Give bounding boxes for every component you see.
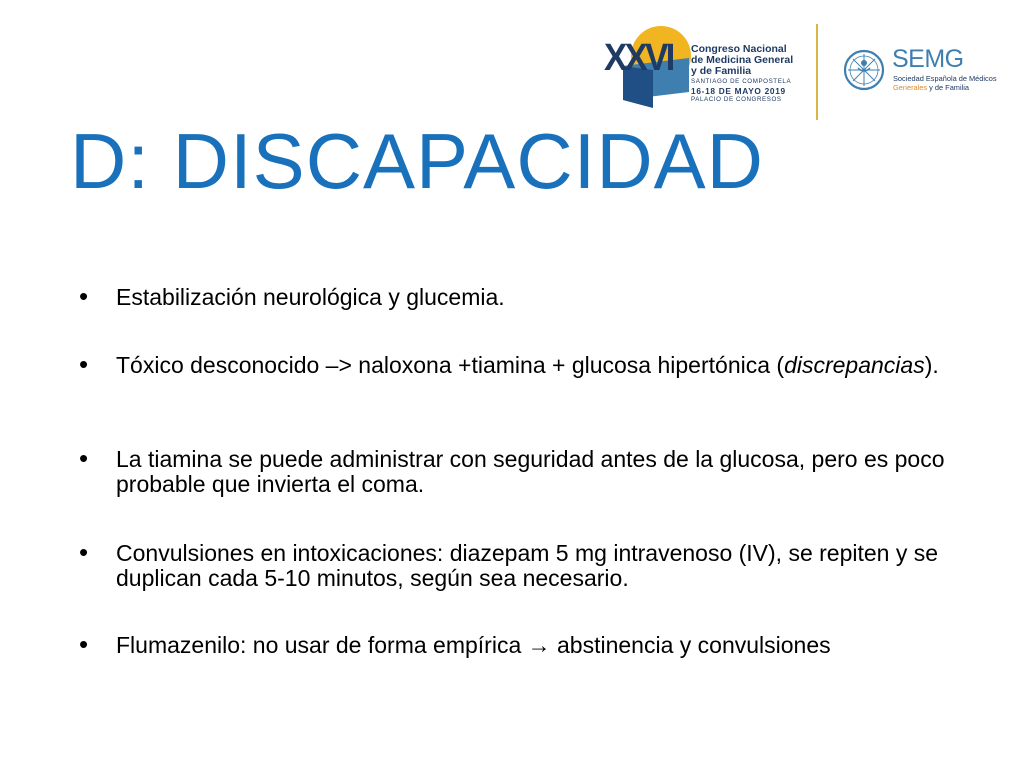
bullet-text-after: ). bbox=[924, 352, 939, 378]
bullet-dot: • bbox=[79, 629, 89, 659]
semg-subtitle-line2 bbox=[893, 83, 969, 92]
bullet-text-before: Tóxico desconocido –> naloxona +tiamina + glucosa hipertónica ( bbox=[116, 352, 785, 378]
logo-divider bbox=[816, 24, 818, 120]
right-arrow-icon: → bbox=[527, 632, 551, 658]
bullet-item bbox=[79, 281, 976, 311]
semg-logo bbox=[842, 44, 997, 96]
bullet-item bbox=[79, 629, 976, 659]
bullet-item bbox=[79, 443, 976, 497]
slide-title: D: DISCAPACIDAD bbox=[70, 117, 764, 205]
congreso-place: SANTIAGO DE COMPOSTELA bbox=[691, 78, 792, 85]
bullet-text: La tiamina se puede administrar con seguridad antes de la glucosa, pero es poco probable que invierta el coma. bbox=[116, 446, 945, 497]
bullet-text: Convulsiones en intoxicaciones: diazepam 5 mg intravenoso (IV), se repiten y se duplican cada 5-10 minutos, según sea necesario. bbox=[116, 540, 939, 591]
semg-subtitle-line1: Sociedad Española de Médicos bbox=[893, 74, 997, 83]
semg-acronym: SEMG bbox=[892, 45, 964, 73]
congreso-venue: PALACIO DE CONGRESOS bbox=[691, 96, 782, 103]
congreso-logo bbox=[601, 22, 793, 108]
bullet-dot: • bbox=[79, 349, 89, 379]
bullet-dot: • bbox=[79, 537, 89, 567]
bullet-text-italic: discrepancias bbox=[784, 352, 925, 378]
congreso-date: 16-18 DE MAYO 2019 bbox=[691, 86, 786, 96]
bullet-dot: • bbox=[79, 443, 89, 473]
bullet-dot: • bbox=[79, 281, 89, 311]
bullet-item bbox=[79, 537, 976, 591]
congreso-name: Congreso Nacional de Medicina General y de Familia bbox=[691, 43, 794, 77]
semg-subtitle-generales: Generales bbox=[893, 83, 928, 92]
bullet-text-after: abstinencia y convulsiones bbox=[550, 632, 831, 658]
bullet-text: Estabilización neurológica y glucemia. bbox=[116, 284, 505, 310]
semg-emblem-icon bbox=[842, 48, 886, 92]
semg-subtitle-familia: y de Familia bbox=[927, 83, 970, 92]
bullet-item bbox=[79, 349, 976, 379]
congreso-numeral: XXVI bbox=[604, 37, 673, 79]
bullet-text-before: Flumazenilo: no usar de forma empírica bbox=[116, 632, 528, 658]
